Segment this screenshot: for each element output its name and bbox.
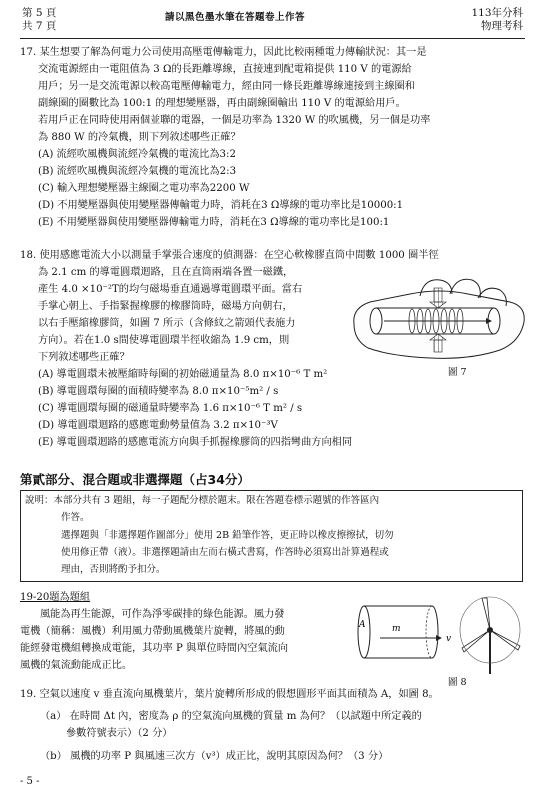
q18-line: 產生 4.0 ×10⁻²T的均勻磁場垂直通過導電圓環平面。當右 bbox=[38, 284, 303, 295]
q18-option-d: (D) 導電圓環迴路的感應電動勢量值為 3.2 π×10⁻³V bbox=[38, 420, 278, 431]
q17-option-d: (D) 不用變壓器與使用變壓器傳輸電力時，消耗在3 Ω導線的電功率比是10000:1 bbox=[38, 200, 404, 211]
header-divider bbox=[20, 38, 525, 39]
figure-8-caption: 圖 8 bbox=[448, 677, 467, 688]
q19a-line: （a） 在時間 Δt 內，密度為 ρ 的空氣流向風機的質量 m 為何？（以試題中所定義的 bbox=[40, 711, 422, 722]
exam-year: 113年分科 bbox=[471, 7, 523, 19]
q18-line: 方向）。若在1.0 s間使導電圓環半徑收縮為 1.9 cm，則 bbox=[38, 335, 290, 346]
instructions-box bbox=[20, 490, 523, 582]
note-line: 理由，否則將酌予扣分。 bbox=[61, 564, 166, 575]
q18-line: 下列敘述哪些正確？ bbox=[38, 352, 130, 363]
mass-label: m bbox=[392, 624, 401, 634]
page-footer: - 5 - bbox=[20, 776, 40, 787]
q19a-line: 參數符號表示）（2 分） bbox=[66, 728, 173, 739]
header-notice: 請以黑色墨水筆在答題卷上作答 bbox=[165, 12, 306, 23]
note-line: 使用修正帶（液）。非選擇題請由左而右橫式書寫，作答時必須寫出計算過程或 bbox=[61, 547, 389, 558]
q17-line: 若用戶正在同時使用兩個並聯的電器，一個是功率為 1320 W 的吹風機，另一個是功率 bbox=[38, 115, 431, 126]
figure-8-wind-turbine bbox=[350, 594, 530, 674]
q17-line: 交流電源經由一電阻值為 3 Ω的長距離導線，直接連到配電箱提供 110 V 的電源給 bbox=[38, 64, 412, 75]
note-line: 選擇題與「非選擇題作圖部分」使用 2B 鉛筆作答，更正時以橡皮擦擦拭，切勿 bbox=[61, 530, 394, 541]
question-19b: （b） 風機的功率 P 與風速三次方（v³）成正比，說明其原因為何？（3 分） bbox=[40, 751, 389, 762]
group-para-line: 風能為再生能源，可作為淨零碳排的綠色能源。風力發 bbox=[40, 609, 285, 620]
q17-option-e: (E) 不用變壓器與使用變壓器傳輸電力時，消耗在3 Ω導線的電功率比是100:1 bbox=[38, 217, 390, 228]
group-para-line: 電機（簡稱：風機）利用風力帶動風機葉片旋轉，將風的動 bbox=[20, 626, 285, 637]
exam-label bbox=[471, 7, 523, 33]
velocity-label: v bbox=[446, 634, 452, 644]
note-line: 作答。 bbox=[61, 512, 90, 523]
q17-line: 17. 某生想要了解為何電力公司使用高壓電傳輸電力，因此比較兩種電力傳輸狀況：其一是 bbox=[20, 47, 427, 58]
q18-option-c: (C) 導電圓環每圈的磁通量時變率為 1.6 π×10⁻⁶ T m² / s bbox=[38, 403, 303, 414]
q18-option-e: (E) 導電圓環迴路的感應電流方向與手抓握橡膠筒的四指彎曲方向相同 bbox=[38, 437, 353, 448]
q17-option-c: (C) 輸入理想變壓器主線圈之電功率為2200 W bbox=[38, 183, 250, 194]
area-label: A bbox=[359, 620, 366, 630]
q18-line: 以右手壓縮橡膠筒，如圖 7 所示（含條紋之箭頭代表施力 bbox=[38, 318, 296, 329]
page-number-label: 第 5 頁 bbox=[22, 7, 57, 19]
question-19a bbox=[40, 708, 422, 742]
group-paragraph bbox=[20, 606, 288, 674]
figure-7-hand-tube bbox=[350, 272, 530, 364]
question-19-stem: 19. 空氣以速度 v 垂直流向風機葉片，葉片旋轉所形成的假想圓形平面其面積為 A，如圖 8。 bbox=[20, 689, 439, 700]
q17-line: 用戶；另一是交流電源以較高電壓傳輸電力，經由同一條長距離導線連接到主線圈和 bbox=[38, 81, 415, 92]
q18-option-a: (A) 導電圓環未被壓縮時每圈的初始磁通量為 8.0 π×10⁻⁶ T m² bbox=[38, 369, 328, 380]
q18-line: 為 2.1 cm 的導電圓環迴路，且在直筒兩端各置一磁鐵， bbox=[38, 267, 294, 278]
group-para-line: 能經發電機組轉換成電能，其功率 P 與單位時間內空氣流向 bbox=[20, 643, 289, 654]
q18-option-b: (B) 導電圓環每圈的面積時變率為 8.0 π×10⁻⁵m² / s bbox=[38, 386, 279, 397]
q17-option-b: (B) 流經吹風機與流經冷氣機的電流比為2:3 bbox=[38, 166, 237, 177]
q18-line: 18. 使用感應電流大小以測量手掌張合速度的偵測器：在空心軟橡膠直筒中間數 1000 圈半徑 bbox=[20, 250, 439, 261]
page-indicator bbox=[22, 7, 56, 33]
q17-line: 為 880 W 的冷氣機，則下列敘述哪些正確？ bbox=[38, 132, 241, 143]
figure-7-caption: 圖 7 bbox=[448, 367, 467, 378]
group-heading: 19-20題為題組 bbox=[20, 592, 91, 603]
q18-line: 手掌心朝上、手指緊握橡膠的橡膠筒時，磁場方向朝右， bbox=[38, 301, 293, 312]
total-pages-label: 共 7 頁 bbox=[22, 20, 57, 32]
q17-option-a: (A) 流經吹風機與流經冷氣機的電流比為3:2 bbox=[38, 149, 236, 160]
exam-subject: 物理考科 bbox=[481, 20, 523, 32]
group-para-line: 風機的氣流動能成正比。 bbox=[20, 660, 133, 671]
note-line: 說明：本部分共有 3 題組，每一子題配分標於題末。限在答題卷標示題號的作答區內 bbox=[25, 495, 380, 506]
part2-title: 第貳部分、混合題或非選擇題（占34分） bbox=[20, 472, 250, 487]
question-17 bbox=[20, 44, 430, 231]
q17-line: 副線圈的圈數比為 100:1 的理想變壓器，再由副線圈輸出 110 V 的電源給用戶。 bbox=[38, 98, 406, 109]
